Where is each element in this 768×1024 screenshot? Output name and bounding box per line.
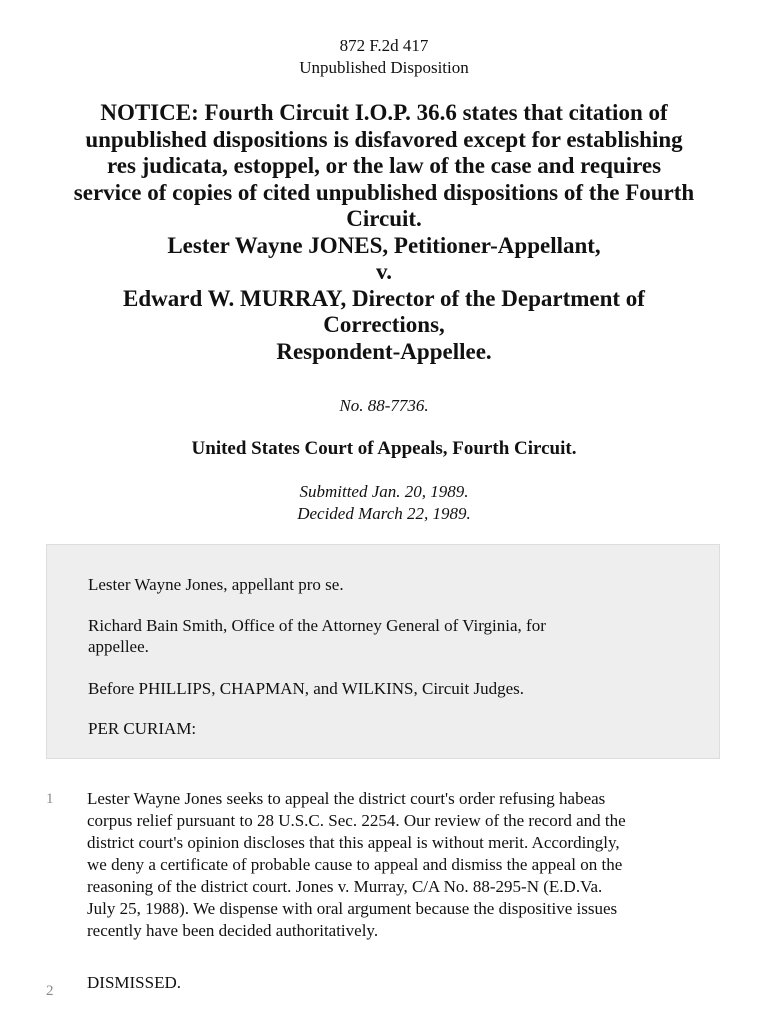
disposition-paragraph <box>87 972 717 994</box>
case-heading <box>40 100 728 365</box>
notice-line: Circuit. <box>346 206 422 231</box>
appellee-counsel-line: appellee. <box>88 637 149 656</box>
reporter-citation: 872 F.2d 417 <box>339 36 429 55</box>
opinion-line: Lester Wayne Jones seeks to appeal the district court's order refusing habeas <box>87 789 606 808</box>
appellant-counsel: Lester Wayne Jones, appellant pro se. <box>88 575 344 594</box>
counsel-box <box>46 544 720 759</box>
per-curiam: PER CURIAM: <box>88 719 197 738</box>
respondent-role: Respondent-Appellee. <box>276 338 492 364</box>
judges-panel: Before PHILLIPS, CHAPMAN, and WILKINS, Circuit Judges. <box>88 679 524 698</box>
case-citation <box>0 35 768 79</box>
disposition-type: Unpublished Disposition <box>299 58 469 77</box>
disposition-text: DISMISSED. <box>87 973 181 992</box>
notice-line: res judicata, estoppel, or the law of the case and requires <box>106 153 662 178</box>
respondent: Edward W. MURRAY, Director of the Department of <box>123 285 645 311</box>
case-dates <box>0 481 768 525</box>
docket-number: No. 88-7736. <box>339 396 429 415</box>
notice-line: NOTICE: Fourth Circuit I.O.P. 36.6 states that citation of <box>100 100 668 125</box>
opinion-line: July 25, 1988). We dispense with oral argument because the dispositive issues <box>87 899 618 918</box>
decided-date: Decided March 22, 1989. <box>297 504 471 523</box>
opinion-line: district court's opinion discloses that this appeal is without merit. Accordingly, <box>87 833 620 852</box>
paragraph-number: 2 <box>46 983 54 999</box>
opinion-line: reasoning of the district court. Jones v. Murray, C/A No. 88-295-N (E.D.Va. <box>87 877 603 896</box>
court-name: United States Court of Appeals, Fourth Circuit. <box>191 438 577 459</box>
opinion-line: corpus relief pursuant to 28 U.S.C. Sec. 2254. Our review of the record and the <box>87 811 626 830</box>
notice-line: unpublished dispositions is disfavored except for establishing <box>85 126 683 152</box>
submitted-date: Submitted Jan. 20, 1989. <box>299 482 469 501</box>
notice-line: service of copies of cited unpublished dispositions of the Fourth <box>73 179 695 205</box>
paragraph-number: 1 <box>46 791 54 807</box>
petitioner: Lester Wayne JONES, Petitioner-Appellant, <box>167 232 601 258</box>
appellee-counsel-line: Richard Bain Smith, Office of the Attorney General of Virginia, for <box>88 616 546 635</box>
appellee-counsel <box>88 615 688 657</box>
opinion-line: we deny a certificate of probable cause to appeal and dismiss the appeal on the <box>87 855 623 874</box>
versus: v. <box>376 259 392 284</box>
respondent-continued: Corrections, <box>323 312 445 337</box>
opinion-paragraph <box>87 788 717 942</box>
opinion-line: recently have been decided authoritatively. <box>87 921 379 940</box>
